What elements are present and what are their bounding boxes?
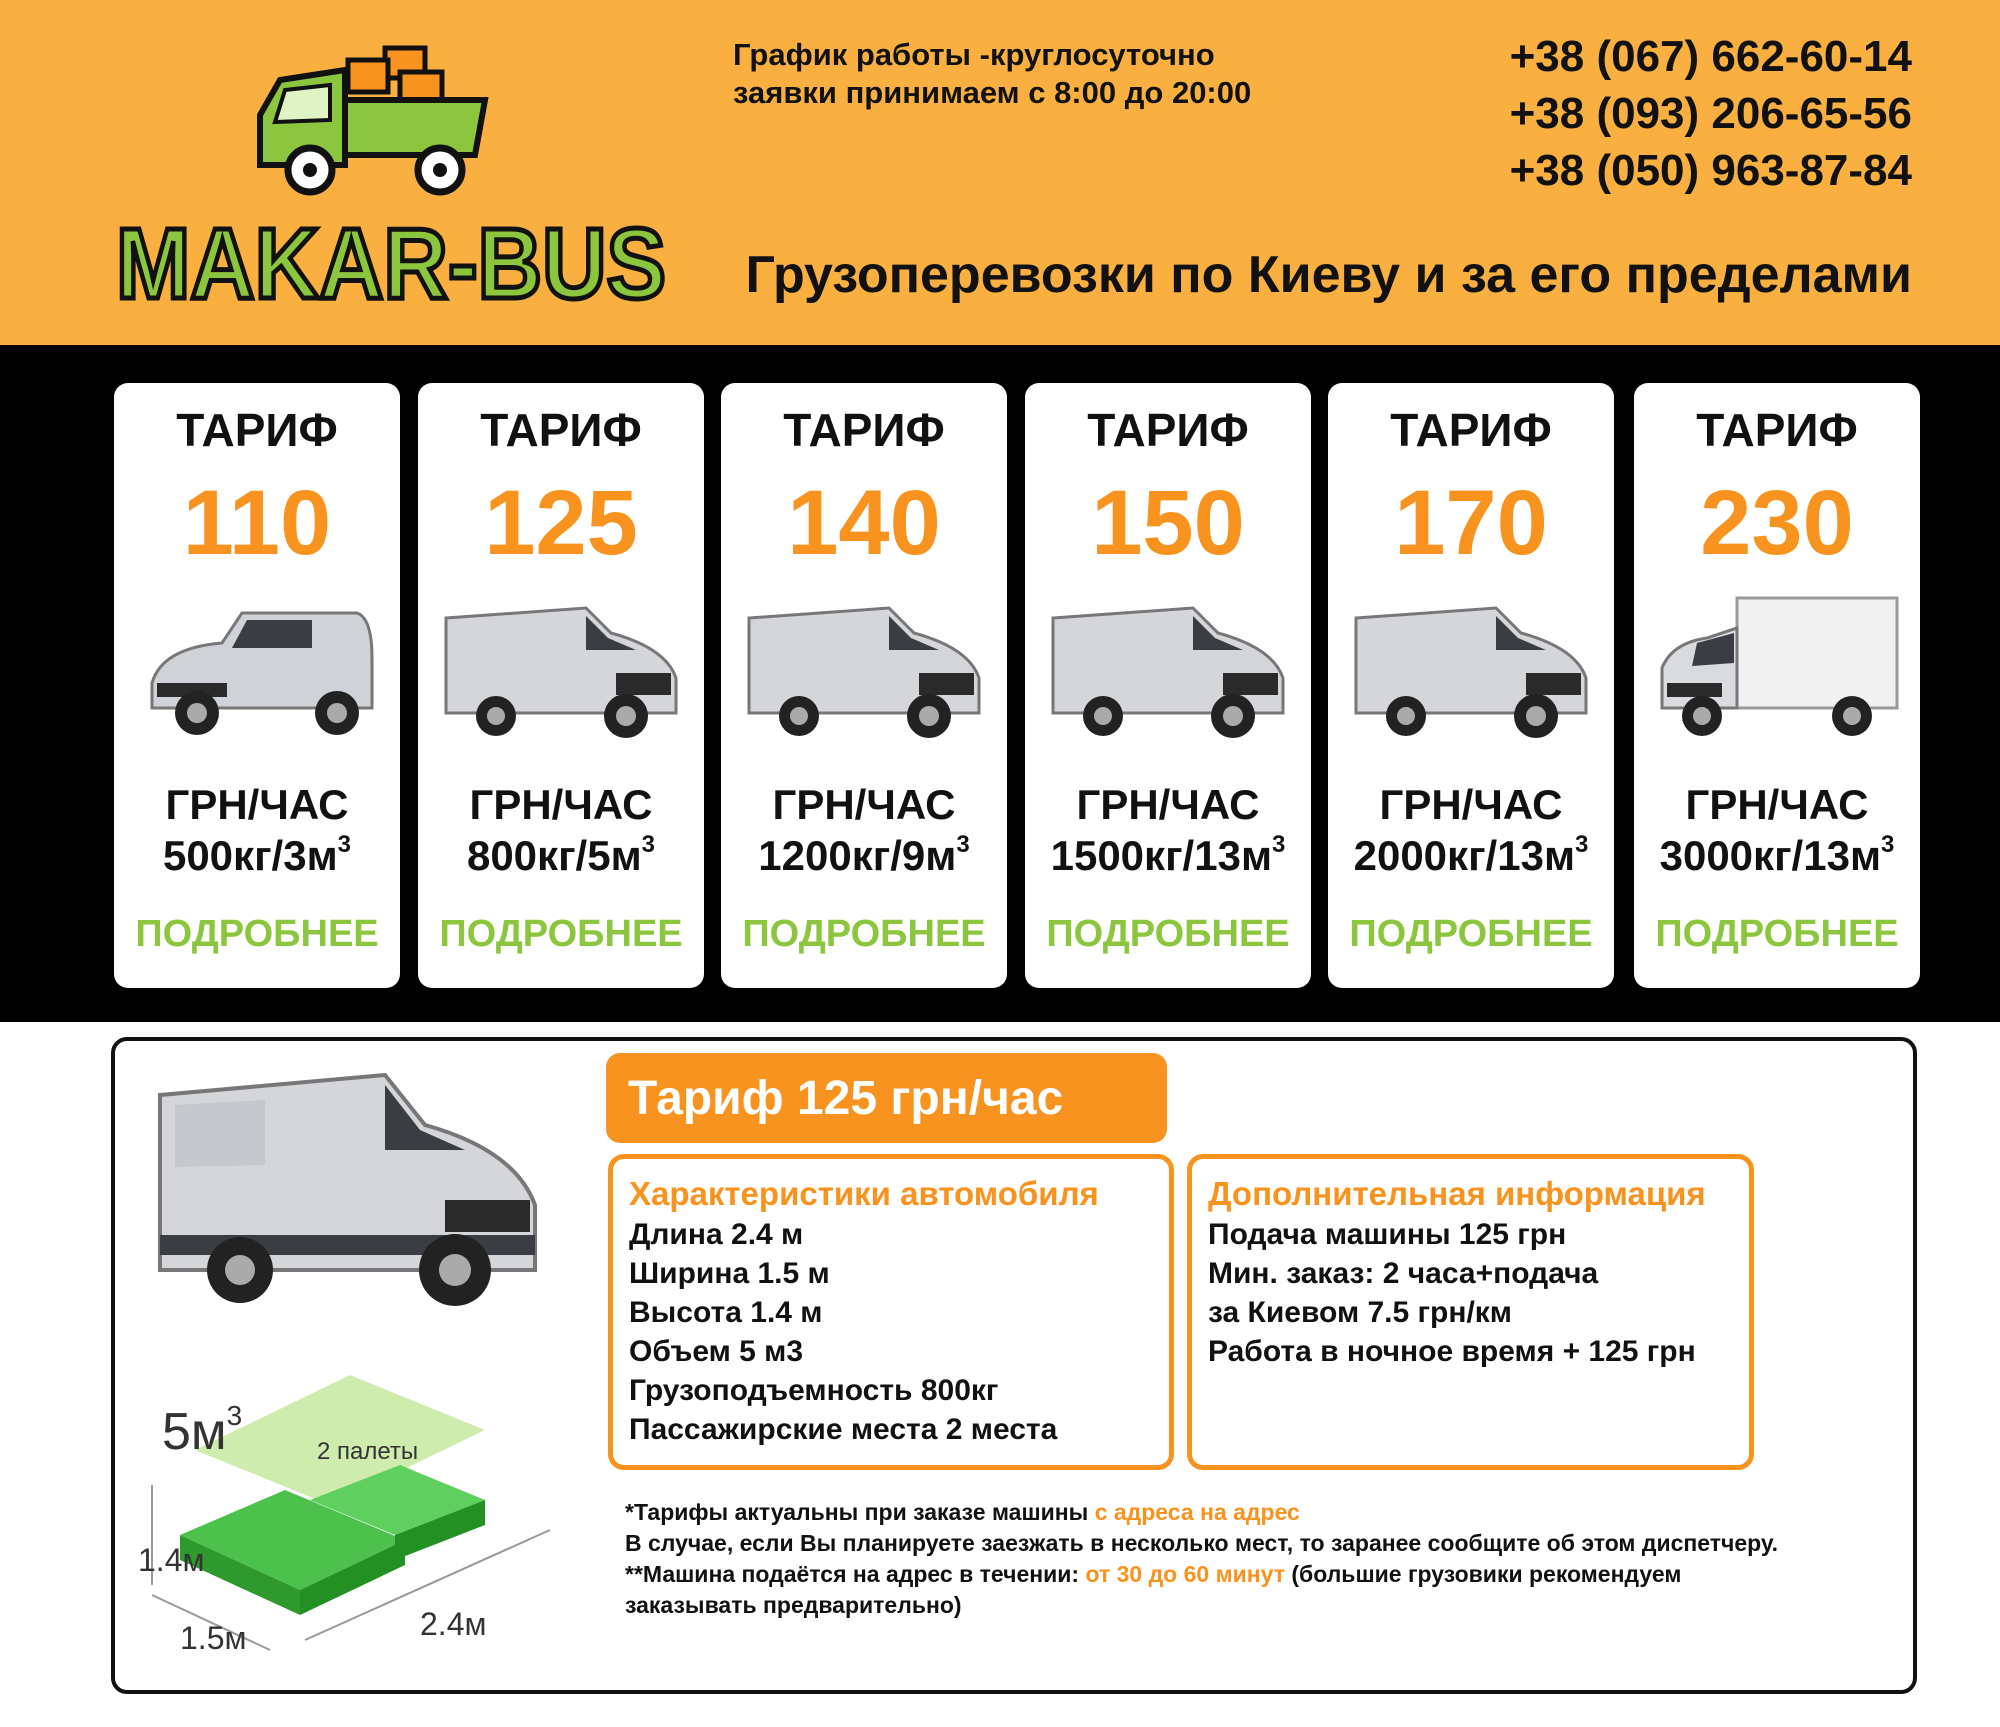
cube-sup: 3 (337, 831, 352, 858)
tariff-card[interactable] (418, 383, 704, 988)
tariff-capacity-value: 1200кг/9м (758, 832, 957, 879)
phone-list (1510, 28, 1912, 199)
footnote-highlight: от 30 до 60 минут (1085, 1561, 1285, 1587)
more-link[interactable]: ПОДРОБНЕЕ (1349, 913, 1593, 955)
list-item: Подача машины 125 грн (1208, 1218, 1567, 1251)
tariff-price: 125 (484, 472, 638, 574)
cargo-height-label: 1.4м (138, 1542, 205, 1578)
more-link[interactable]: ПОДРОБНЕЕ (742, 913, 986, 955)
tariff-card[interactable] (114, 383, 400, 988)
more-link[interactable]: ПОДРОБНЕЕ (1655, 913, 1899, 955)
cargo-van-icon (1043, 588, 1293, 748)
brand-logo-text: MAKAR-BUS (116, 208, 666, 316)
tariff-unit: ГРН/ЧАС (1379, 781, 1563, 828)
tariff-capacity-value: 500кг/3м (162, 832, 338, 879)
brand-logo[interactable] (112, 206, 672, 316)
compact-van-icon (132, 588, 382, 748)
tariff-price: 150 (1091, 472, 1245, 574)
footnote (625, 1559, 1805, 1621)
tariff-price: 170 (1394, 472, 1548, 574)
footnote-text: *Тарифы актуальны при заказе машины (625, 1499, 1095, 1525)
list-item: Высота 1.4 м (629, 1296, 823, 1329)
cube-sup: 3 (1575, 831, 1589, 858)
footnote-text: **Машина подаётся на адрес в течении: (625, 1561, 1086, 1587)
list-item: Объем 5 м3 (629, 1335, 804, 1368)
tariff-card[interactable] (1328, 383, 1614, 988)
footnote-text: (большие грузовики рекомендуем заказывать предварительно) (625, 1561, 1682, 1618)
detail-van-image (145, 1055, 545, 1315)
tariff-capacity (721, 831, 1007, 880)
tariff-label: ТАРИФ (783, 404, 945, 456)
tariff-unit: ГРН/ЧАС (772, 781, 956, 828)
cube-sup: 3 (1272, 831, 1286, 858)
vehicle-specs-box (608, 1154, 1174, 1470)
specs-list (629, 1215, 1169, 1449)
footnotes (625, 1497, 1805, 1621)
cargo-width-label: 1.5м (180, 1620, 247, 1656)
extra-info-box (1187, 1154, 1754, 1470)
cargo-volume-value: 5м (162, 1403, 227, 1461)
tariff-label: ТАРИФ (480, 404, 642, 456)
cube-sup: 3 (956, 831, 970, 858)
footnote-highlight: с адреса на адрес (1094, 1499, 1300, 1525)
specs-heading: Характеристики автомобиля (629, 1175, 1099, 1212)
header (0, 0, 2000, 345)
phone-number[interactable]: +38 (093) 206-65-56 (1509, 89, 1912, 138)
tariff-price: 110 (182, 472, 332, 574)
tariff-card[interactable] (721, 383, 1007, 988)
tariff-capacity (418, 831, 704, 880)
truck-logo-icon (250, 30, 500, 210)
tariff-label: ТАРИФ (1087, 404, 1249, 456)
extra-heading: Дополнительная информация (1208, 1175, 1706, 1212)
tariff-capacity-value: 1500кг/13м (1050, 832, 1273, 879)
extra-list (1208, 1215, 1749, 1371)
schedule-line: График работы -круглосуточно (733, 37, 1215, 72)
cube-sup: 3 (1881, 831, 1895, 858)
cargo-van-icon (1346, 588, 1596, 748)
tagline: Грузоперевозки по Киеву и за его пределами (745, 246, 1912, 304)
cargo-van-icon (739, 588, 989, 748)
phone-number[interactable]: +38 (067) 662-60-14 (1509, 32, 1912, 81)
tariff-card[interactable] (1634, 383, 1920, 988)
list-item: Работа в ночное время + 125 грн (1208, 1335, 1696, 1368)
tariff-label: ТАРИФ (1696, 404, 1858, 456)
tariff-unit: ГРН/ЧАС (1685, 781, 1869, 828)
cube-sup: 3 (226, 1400, 243, 1431)
tariff-unit: ГРН/ЧАС (469, 781, 653, 828)
schedule-line: заявки принимаем с 8:00 до 20:00 (733, 75, 1252, 110)
cargo-length-label: 2.4м (420, 1606, 487, 1642)
tariff-capacity (1328, 831, 1614, 880)
list-item: Пассажирские места 2 места (629, 1413, 1058, 1446)
tariff-capacity (114, 831, 400, 880)
tariff-capacity-value: 800кг/5м (466, 832, 642, 879)
tariff-unit: ГРН/ЧАС (1076, 781, 1260, 828)
cargo-pallets-label: 2 палеты (317, 1438, 419, 1465)
tariff-price: 230 (1700, 472, 1854, 574)
detail-title: Тариф 125 грн/час (606, 1053, 1167, 1143)
tariff-label: ТАРИФ (1390, 404, 1552, 456)
tariff-card[interactable] (1025, 383, 1311, 988)
list-item: Ширина 1.5 м (629, 1257, 830, 1290)
phone-number[interactable]: +38 (050) 963-87-84 (1509, 146, 1912, 195)
tariff-price: 140 (787, 472, 941, 574)
more-link[interactable]: ПОДРОБНЕЕ (135, 913, 379, 955)
more-link[interactable]: ПОДРОБНЕЕ (439, 913, 683, 955)
cargo-volume-label (162, 1400, 242, 1462)
list-item: Длина 2.4 м (629, 1218, 804, 1251)
tariff-unit: ГРН/ЧАС (165, 781, 349, 828)
tariff-capacity (1025, 831, 1311, 880)
list-item: Мин. заказ: 2 часа+подача (1208, 1257, 1599, 1290)
tariff-capacity (1634, 831, 1920, 880)
cube-sup: 3 (641, 831, 656, 858)
box-truck-icon (1652, 588, 1902, 748)
cargo-van-icon (436, 588, 686, 748)
list-item: за Киевом 7.5 грн/км (1208, 1296, 1512, 1329)
more-link[interactable]: ПОДРОБНЕЕ (1046, 913, 1290, 955)
list-item: Грузоподъемность 800кг (629, 1374, 999, 1407)
footnote: В случае, если Вы планируете заезжать в несколько мест, то заранее сообщите об этом диспетчеру. (625, 1530, 1779, 1556)
footnote (625, 1497, 1805, 1528)
tariff-capacity-value: 2000кг/13м (1353, 832, 1576, 879)
tariff-label: ТАРИФ (176, 404, 338, 456)
schedule-info (733, 36, 1251, 112)
tariff-capacity-value: 3000кг/13м (1659, 832, 1882, 879)
